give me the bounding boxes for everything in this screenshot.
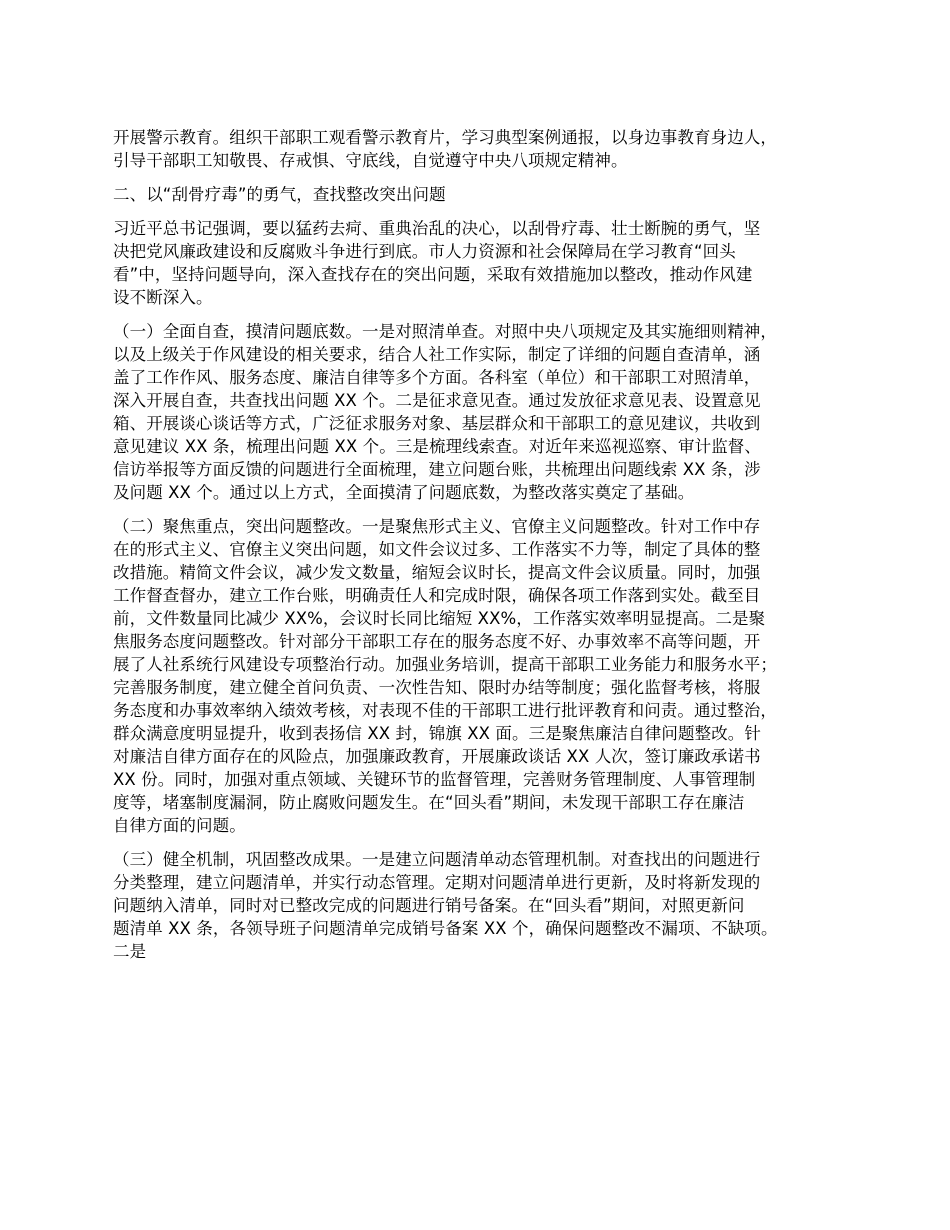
text-line: （三）健全机制，巩固整改成果。一是建立问题清单动态管理机制。对查找出的问题进行 <box>113 850 761 869</box>
warning-education-paragraph <box>113 126 873 172</box>
text-line: 决把党风廉政建设和反腐败斗争进行到底。市人力资源和社会保障局在学习教育“回头 <box>113 242 736 261</box>
text-line: 开展警示教育。组织干部职工观看警示教育片，学习典型案例通报，以身边事教育身边人， <box>113 128 777 147</box>
section-heading <box>113 183 873 206</box>
text-line: 自律方面的问题。 <box>113 816 246 835</box>
text-line: 前，文件数量同比减少 XX%，会议时长同比缩短 XX%，工作落实效率明显提高。二是聚 <box>113 609 766 628</box>
text-line: 群众满意度明显提升，收到表扬信 XX 封，锦旗 XX 面。三是聚焦廉洁自律问题整改。针 <box>113 724 761 743</box>
text-line: 箱、开展谈心谈话等方式，广泛征求服务对象、基层群众和干部职工的意见建议，共收到 <box>113 414 761 433</box>
text-line: 在的形式主义、官僚主义突出问题，如文件会议过多、工作落实不力等，制定了具体的整 <box>113 540 761 559</box>
text-line: 盖了工作作风、服务态度、廉洁自律等多个方面。各科室（单位）和干部职工对照清单， <box>113 368 761 387</box>
text-line: 看”中，坚持问题导向，深入查找存在的突出问题，采取有效措施加以整改，推动作风建 <box>113 265 753 284</box>
text-line: 题清单 XX 条，各领导班子问题清单完成销号备案 XX 个，确保问题整改不漏项、不缺项。 <box>113 919 778 938</box>
text-line: 对廉洁自律方面存在的风险点，加强廉政教育，开展廉政谈话 XX 人次，签订廉政承诺书 <box>113 747 761 766</box>
text-line: 改措施。精简文件会议，减少发文数量，缩短会议时长，提高文件会议质量。同时，加强 <box>113 563 761 582</box>
rectification-paragraph <box>113 515 873 837</box>
text-line: （二）聚焦重点，突出问题整改。一是聚焦形式主义、官僚主义问题整改。针对工作中存 <box>113 517 761 536</box>
text-line: 设不断深入。 <box>113 288 213 307</box>
text-line: 度等，堵塞制度漏洞，防止腐败问题发生。在“回头看”期间，未发现干部职工存在廉洁 <box>113 793 745 812</box>
text-line: 引导干部职工知敬畏、存戒惧、守底线，自觉遵守中央八项规定精神。 <box>113 151 628 170</box>
text-line: 务态度和办事效率纳入绩效考核，对表现不佳的干部职工进行批评教育和问责。通过整治， <box>113 701 777 720</box>
text-line: 焦服务态度问题整改。针对部分干部职工存在的服务态度不好、办事效率不高等问题，开 <box>113 632 761 651</box>
text-line: 完善服务制度，建立健全首问负责、一次性告知、限时办结等制度；强化监督考核，将服 <box>113 678 761 697</box>
text-line: （一）全面自查，摸清问题底数。一是对照清单查。对照中央八项规定及其实施细则精神， <box>113 322 777 341</box>
section-intro-paragraph <box>113 217 873 309</box>
text-line: 及问题 XX 个。通过以上方式，全面摸清了问题底数，为整改落实奠定了基础。 <box>113 483 695 502</box>
text-line: 深入开展自查，共查找出问题 XX 个。二是征求意见查。通过发放征求意见表、设置意见 <box>113 391 761 410</box>
document-page <box>113 126 873 974</box>
text-line: 信访举报等方面反馈的问题进行全面梳理，建立问题台账，共梳理出问题线索 XX 条，涉 <box>113 460 761 479</box>
text-line: 分类整理，建立问题清单，并实行动态管理。定期对问题清单进行更新，及时将新发现的 <box>113 873 761 892</box>
text-line: 意见建议 XX 条，梳理出问题 XX 个。三是梳理线索查。对近年来巡视巡察、审计监督、 <box>113 437 761 456</box>
self-check-paragraph <box>113 320 873 504</box>
text-line: XX 份。同时，加强对重点领域、关键环节的监督管理，完善财务管理制度、人事管理制 <box>113 770 756 789</box>
text-line: 以及上级关于作风建设的相关要求，结合人社工作实际，制定了详细的问题自查清单，涵 <box>113 345 761 364</box>
text-line: 二、以“刮骨疗毒”的勇气，查找整改突出问题 <box>113 185 446 204</box>
text-line: 问题纳入清单，同时对已整改完成的问题进行销号备案。在“回头看”期间，对照更新问 <box>113 896 745 915</box>
text-line: 展了人社系统行风建设专项整治行动。加强业务培训，提高干部职工业务能力和服务水平； <box>113 655 777 674</box>
text-line: 习近平总书记强调，要以猛药去疴、重典治乱的决心，以刮骨疗毒、壮士断腕的勇气，坚 <box>113 219 761 238</box>
mechanism-paragraph <box>113 848 873 963</box>
text-line: 工作督查督办，建立工作台账，明确责任人和完成时限，确保各项工作落到实处。截至目 <box>113 586 761 605</box>
text-line: 二是 <box>113 942 147 961</box>
